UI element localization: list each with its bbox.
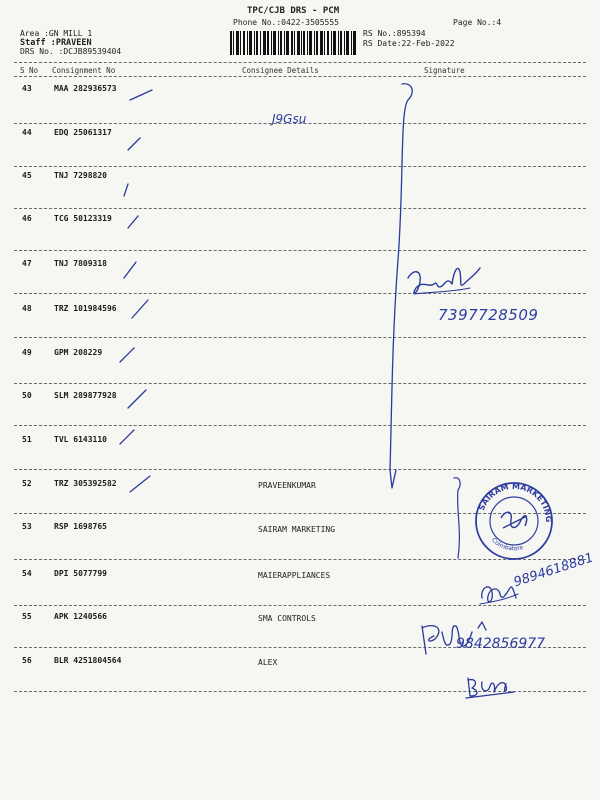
row-consignment: TRZ 101984596 [54,304,117,313]
stamp-place: Coimbatore [490,536,525,553]
row-consignment: RSP 1698765 [54,522,107,531]
row-serial: 54 [22,569,32,578]
row-serial: 43 [22,84,32,93]
row-consignee: PRAVEENKUMAR [258,481,316,490]
handwritten-note: J9Gsu [272,112,307,126]
row-consignment: TNJ 7298820 [54,171,107,180]
handwritten-phone: 9842856977 [456,636,546,652]
row-consignment: TVL 6143110 [54,435,107,444]
row-consignment: EDQ 25061317 [54,128,112,137]
row-serial: 56 [22,656,32,665]
handwritten-phone: 7397728509 [438,306,539,324]
row-consignment: DPI 5077799 [54,569,107,578]
row-serial: 51 [22,435,32,444]
handwritten-phone: 9894618881 [512,550,596,591]
area-label: Area :GN MILL 1 [20,29,93,38]
row-serial: 53 [22,522,32,531]
signature-row-56 [462,672,518,702]
col-consignee: Consignee Details [242,66,319,75]
rs-number: RS No.:895394 [363,29,426,38]
row-consignment: APK 1240566 [54,612,107,621]
svg-text:SAIRAM MARKETING [477,482,553,523]
staff-label: Staff :PRAVEEN [20,38,92,48]
stamp-name: SAIRAM MARKETING [476,481,554,523]
sheet-title: TPC/CJB DRS - PCM [247,6,340,16]
row-serial: 52 [22,479,32,488]
row-consignee: MAIERAPPLIANCES [258,571,331,580]
col-consignment: Consignment No [52,66,116,75]
row-consignee: SMA CONTROLS [258,614,316,623]
row-serial: 48 [22,304,32,313]
row-consignee: SAIRAM MARKETING [258,525,336,534]
row-consignment: GPM 208229 [54,348,103,357]
company-stamp [473,480,555,562]
row-serial: 44 [22,128,32,137]
row-serial: 46 [22,214,32,223]
signature-row-47 [400,258,490,308]
row-consignment: MAA 282936573 [54,84,117,93]
drs-number: DRS No. :DCJB89539404 [20,47,122,56]
col-sno: S No [20,66,39,75]
row-consignment: TNJ 7809318 [54,259,107,268]
row-serial: 55 [22,612,32,621]
row-serial: 50 [22,391,32,400]
row-consignment: TCG 50123319 [54,214,112,223]
row-consignment: BLR 4251804564 [54,656,122,665]
row-serial: 49 [22,348,32,357]
col-signature: Signature [424,66,465,75]
row-consignee: ALEX [258,658,278,667]
row-consignment: SLM 289877928 [54,391,117,400]
row-serial: 45 [22,171,32,180]
row-consignment: TRZ 305392582 [54,479,117,488]
row-serial: 47 [22,259,32,268]
rs-date: RS Date:22-Feb-2022 [363,39,455,48]
page-number: Page No.:4 [453,18,502,27]
phone-number: Phone No.:0422-3505555 [233,18,339,27]
